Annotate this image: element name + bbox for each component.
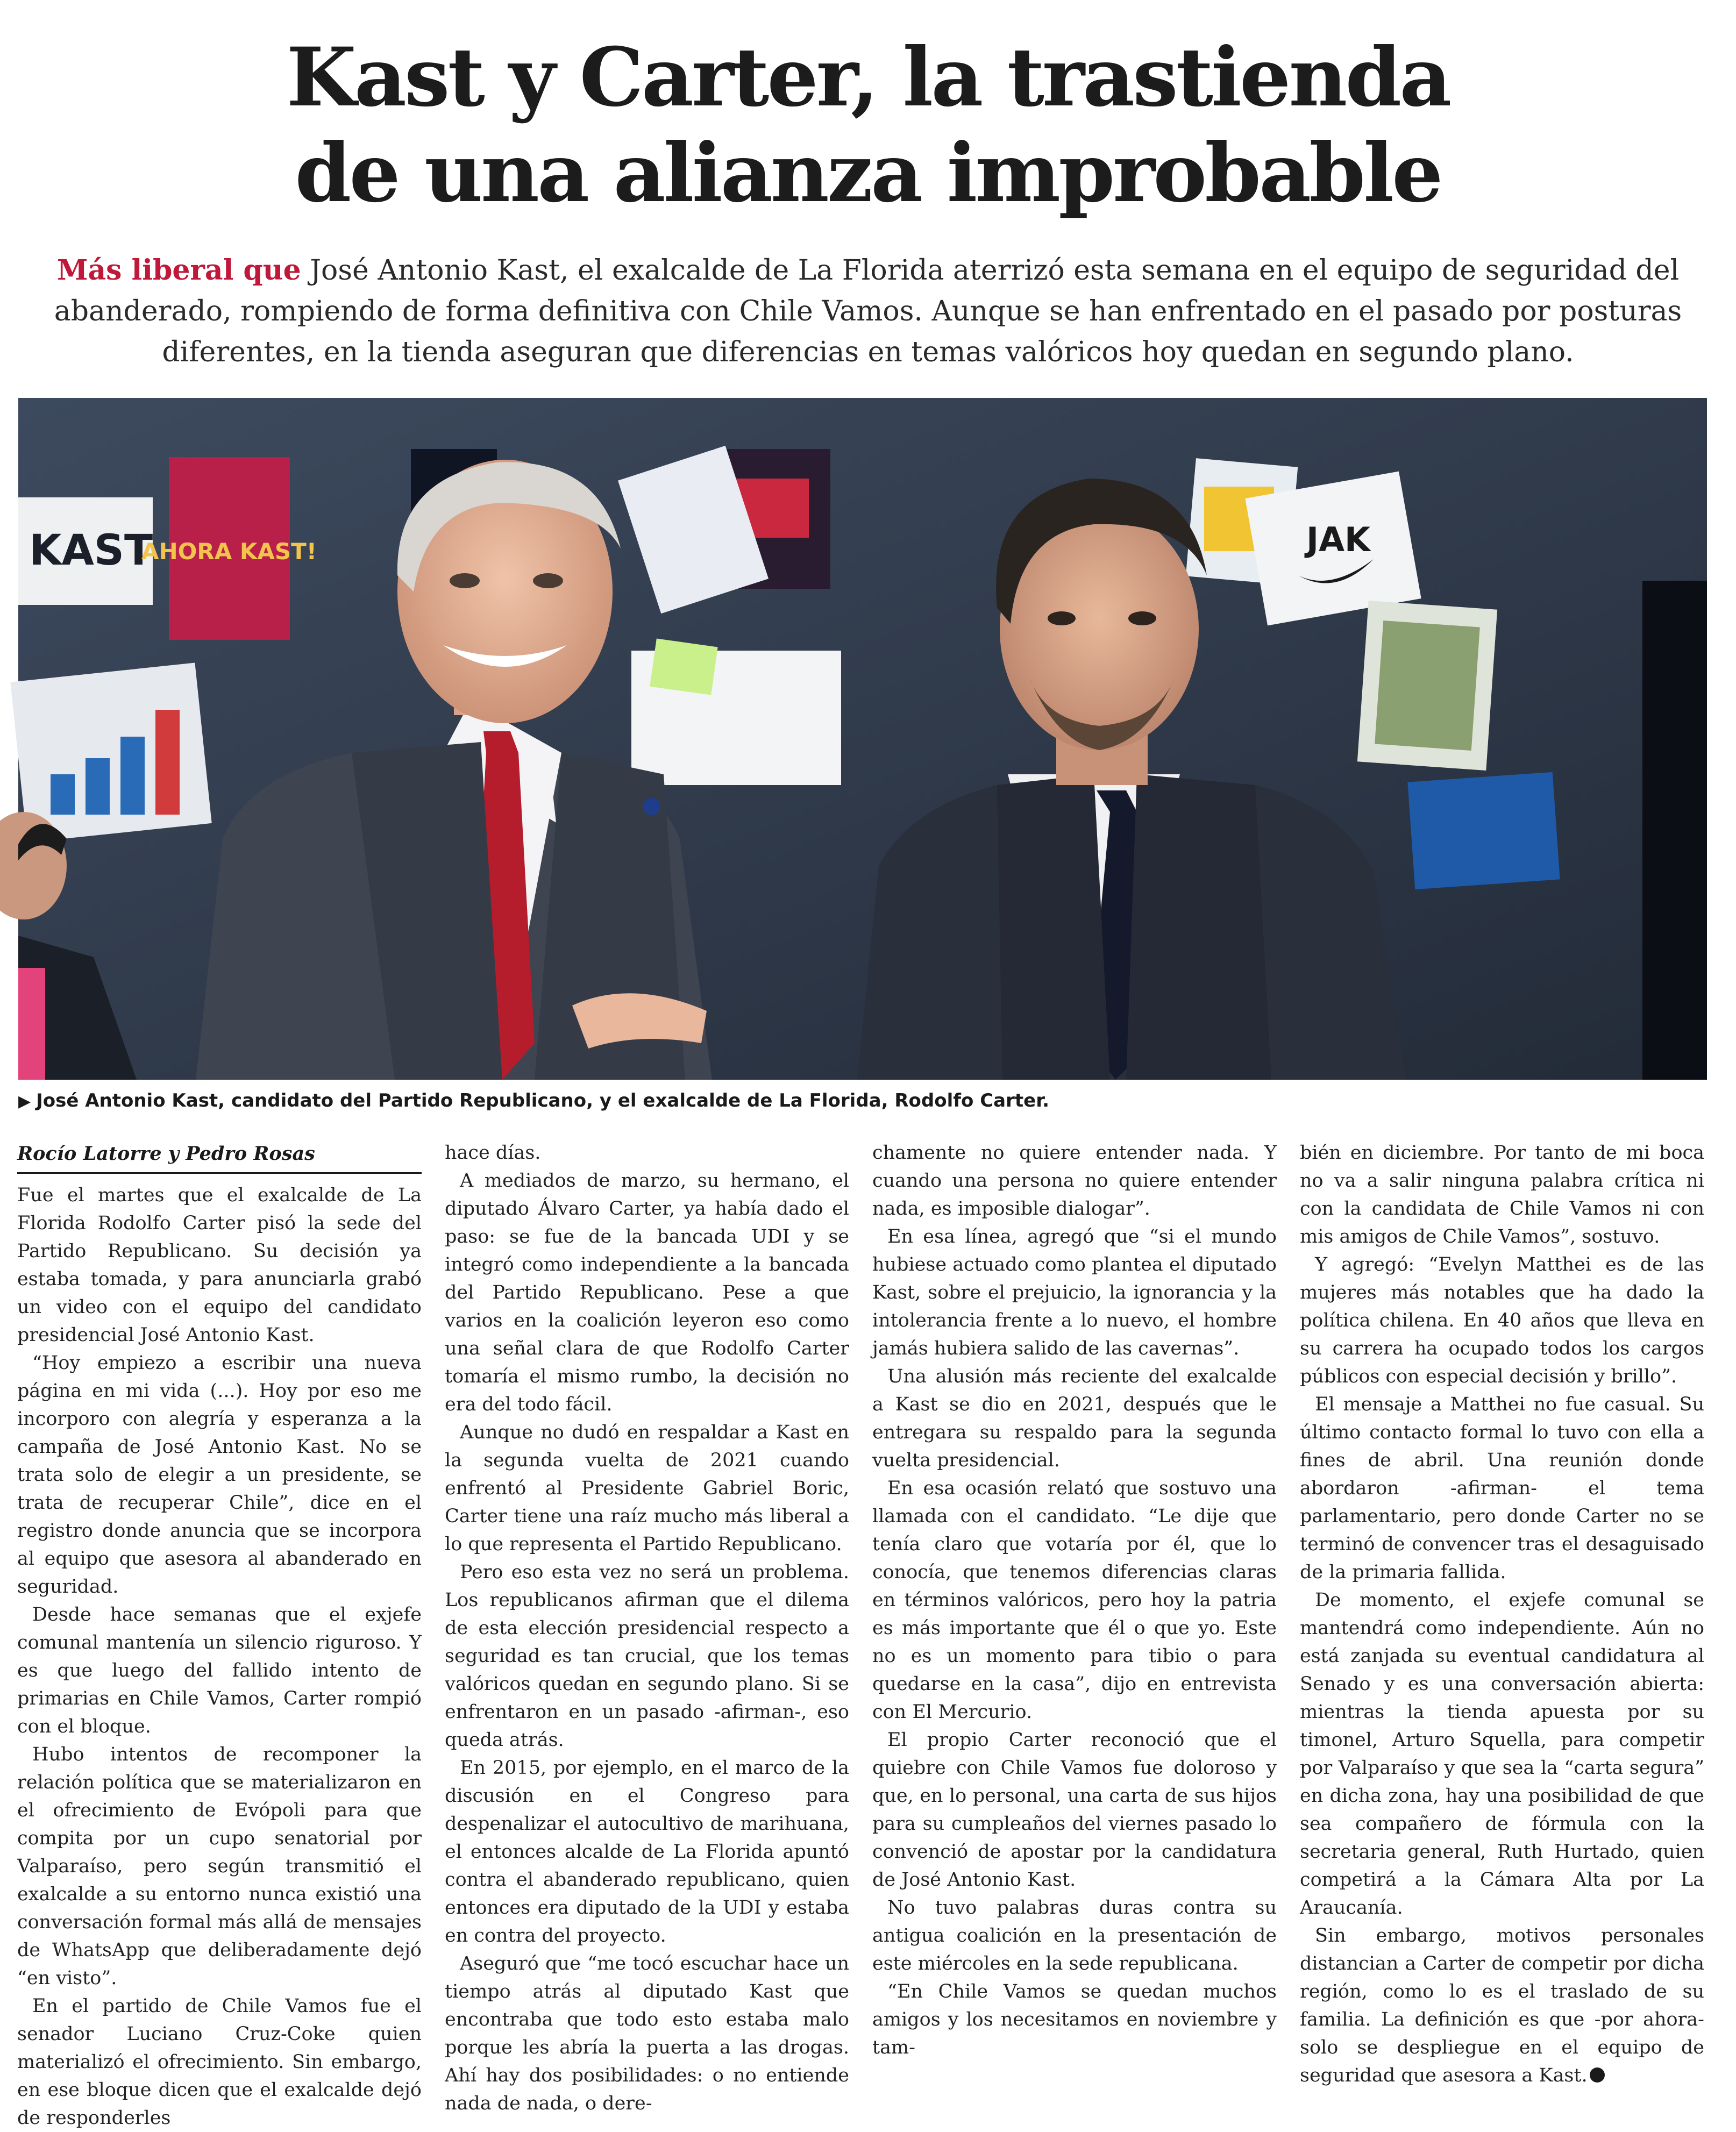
article-column-4 [1300, 1139, 1704, 2132]
deck-lead: Más liberal que [56, 254, 301, 287]
paragraph: chamente no quiere entender nada. Y cuando una persona no quiere entender nada, es imposible dialogar”. [872, 1142, 1277, 1220]
paragraph: No tuvo palabras duras contra su antigua coalición en la presentación de este miércoles en la sede republicana. [872, 1897, 1277, 1974]
photo-caption [18, 1087, 1707, 1115]
poster-text-kast: KAST [29, 526, 153, 575]
paragraph-text: Sin embargo, motivos personales distancian a Carter de competir por dicha región, como lo es el traslado de su familia. La definición es que -por ahora- solo se despliegue en el equipo de seguridad que asesora a Kast. [1300, 1925, 1704, 2086]
article-column-2 [445, 1139, 849, 2132]
article-column-3 [872, 1139, 1277, 2132]
wall-poster-blue [1407, 772, 1560, 889]
paragraph: El propio Carter reconoció que el quiebre con Chile Vamos fue doloroso y que, en lo personal, una carta de sus hijos para su cumpleaños del viernes pasado lo convenció de apostar por la candidatura de José Antonio Kast. [872, 1729, 1277, 1891]
doorway [1642, 581, 1707, 1080]
paragraph: En esa línea, agregó que “si el mundo hubiese actuado como plantea el diputado Kast, sobre el prejuicio, la ignorancia y la intolerancia frente a lo nuevo, el hombre jamás hubiera salido de las cavernas”. [872, 1226, 1277, 1359]
wall-chart-poster [10, 663, 211, 843]
paragraph: Desde hace semanas que el exjefe comunal mantenía un silencio riguroso. Y es que luego del fallido intento de primarias en Chile Vamos, Carter rompió con el bloque. [17, 1604, 422, 1737]
paragraph: Y agregó: “Evelyn Matthei es de las mujeres más notables que ha dado la política chilena. En 40 años que lleva en su carrera ha ocupado todos los cargos públicos con especial decisión y brillo”. [1300, 1254, 1704, 1387]
paragraph: El mensaje a Matthei no fue casual. Su último contacto formal lo tuvo con ella a fines de abril. Una reunión donde abordaron -afirman- el tema parlamentario, pero donde Carter no se terminó de convencer tras el desaguisado de la primaria fallida. [1300, 1394, 1704, 1583]
paragraph: Aunque no dudó en respaldar a Kast en la segunda vuelta de 2021 cuando enfrentó al Presidente Gabriel Boric, Carter tiene una raíz mucho más liberal a lo que representa el Partido Republicano. [445, 1422, 849, 1555]
headline-line-1: Kast y Carter, la trastienda [286, 30, 1450, 125]
paragraph: bién en diciembre. Por tanto de mi boca no va a salir ninguna palabra crítica ni con la candidata de Chile Vamos ni con mis amigos de Chile Vamos”, sostuvo. [1300, 1142, 1704, 1247]
paragraph: En 2015, por ejemplo, en el marco de la discusión en el Congreso para despenalizar el autocultivo de marihuana, el entonces alcalde de La Florida apuntó contra el abanderado republicano, quien entonces era diputado de la UDI y estaba en contra del proyecto. [445, 1757, 849, 1946]
paragraph: Fue el martes que el exalcalde de La Florida Rodolfo Carter pisó la sede del Partido Republicano. Su decisión ya estaba tomada, y para anunciarla grabó un video con el equipo del candidato presidencial José Antonio Kast. [17, 1185, 422, 1346]
paragraph: “Hoy empiezo a escribir una nueva página en mi vida (...). Hoy por eso me incorporo con alegría y esperanza a la campaña de José Antonio Kast. No se trata solo de elegir a un presidente, se trata de recuperar Chile”, dice en el registro donde anuncia que se incorpora al equipo que asesora al abanderado en seguridad. [17, 1352, 422, 1598]
sticky-note [650, 639, 717, 695]
paragraph: Una alusión más reciente del exalcalde a Kast se dio en 2021, después que le entregara su respaldo para la segunda vuelta presidencial. [872, 1366, 1277, 1471]
paragraph: “En Chile Vamos se quedan muchos amigos y los necesitamos en noviembre y tam- [872, 1981, 1277, 2058]
paragraph: Hubo intentos de recomponer la relación política que se materializaron en el ofrecimiento de Evópoli para que compita por un cupo senatorial por Valparaíso, pero según transmitió el exalcalde a su entorno nunca existió una conversación formal más allá de mensajes de WhatsApp que deliberadamente dejó “en visto”. [17, 1744, 422, 1989]
caption-text: José Antonio Kast, candidato del Partido Republicano, y el exalcalde de La Florida, Rodolfo Carter. [36, 1090, 1050, 1111]
paragraph: Pero eso esta vez no será un problema. Los republicanos afirman que el dilema de esta elección presidencial respecto a seguridad es tan crucial, que los temas valóricos quedan en segundo plano. Si se enfrentaron en un pasado -afirman-, eso queda atrás. [445, 1561, 849, 1751]
paragraph: hace días. [445, 1142, 541, 1164]
deck [43, 250, 1693, 373]
article-column-1 [17, 1139, 422, 2132]
poster-text-jak: JAK [1306, 520, 1371, 559]
article-body [17, 1139, 1706, 2129]
paragraph: En el partido de Chile Vamos fue el senador Luciano Cruz-Coke quien materializó el ofrecimiento. Sin embargo, en ese bloque dicen que el exalcalde dejó de responderles [17, 1995, 422, 2129]
paragraph: A mediados de marzo, su hermano, el diputado Álvaro Carter, ya había dado el paso: se fue de la bancada UDI y se integró como independiente a la bancada del Partido Republicano. Pese a que varios en la coalición leyeron eso como una señal clara de que Rodolfo Carter tomaría el mismo rumbo, la decisión no era del todo fácil. [445, 1170, 849, 1415]
byline: Rocío Latorre y Pedro Rosas [17, 1139, 422, 1174]
wall-poster-kast [18, 497, 153, 605]
headline-line-2: de una alianza improbable [295, 126, 1441, 220]
last-paragraph [1300, 1922, 1704, 2090]
news-photo [18, 398, 1707, 1080]
wall-poster-jak [1245, 472, 1421, 626]
headline [0, 30, 1736, 221]
deck-text: José Antonio Kast, el exalcalde de La Florida aterrizó esta semana en el equipo de seguridad del abanderado, rompiendo de forma definitiva con Chile Vamos. Aunque se han enfrentado en el pasado por posturas diferentes, en la tienda aseguran que diferencias en temas valóricos hoy quedan en segundo plano. [54, 254, 1682, 368]
paragraph: De momento, el exjefe comunal se mantendrá como independiente. Aún no está zanjada su eventual candidatura al Senado y es una conversación abierta: mientras la tienda apuesta por su timonel, Arturo Squella, para competir por Valparaíso y que sea la “carta segura” en dicha zona, hay una posibilidad de que sea compañero de fórmula con la secretaria general, Ruth Hurtado, quien competirá a la Cámara Alta por La Araucanía. [1300, 1589, 1704, 1919]
paragraph: En esa ocasión relató que sostuvo una llamada con el candidato. “Le dije que tenía claro que votaría por él, que lo conocía, que tenemos diferencias claras en términos valóricos, pero hoy la patria es más importante que él o que yo. Este no es un momento para tibio o para quedarse en la casa”, dijo en entrevista con El Mercurio. [872, 1478, 1277, 1723]
poster-text-ahora-kast: AHORA KAST! [141, 538, 317, 565]
caption-arrow-icon: ▶ [18, 1092, 31, 1111]
end-mark-icon [1590, 2067, 1605, 2083]
paragraph: Aseguró que “me tocó escuchar hace un tiempo atrás al diputado Kast que encontraba que todo esto estaba malo porque les abría la puerta a las drogas. Ahí hay dos posibilidades: o no entiende nada de nada, o dere- [445, 1953, 849, 2114]
